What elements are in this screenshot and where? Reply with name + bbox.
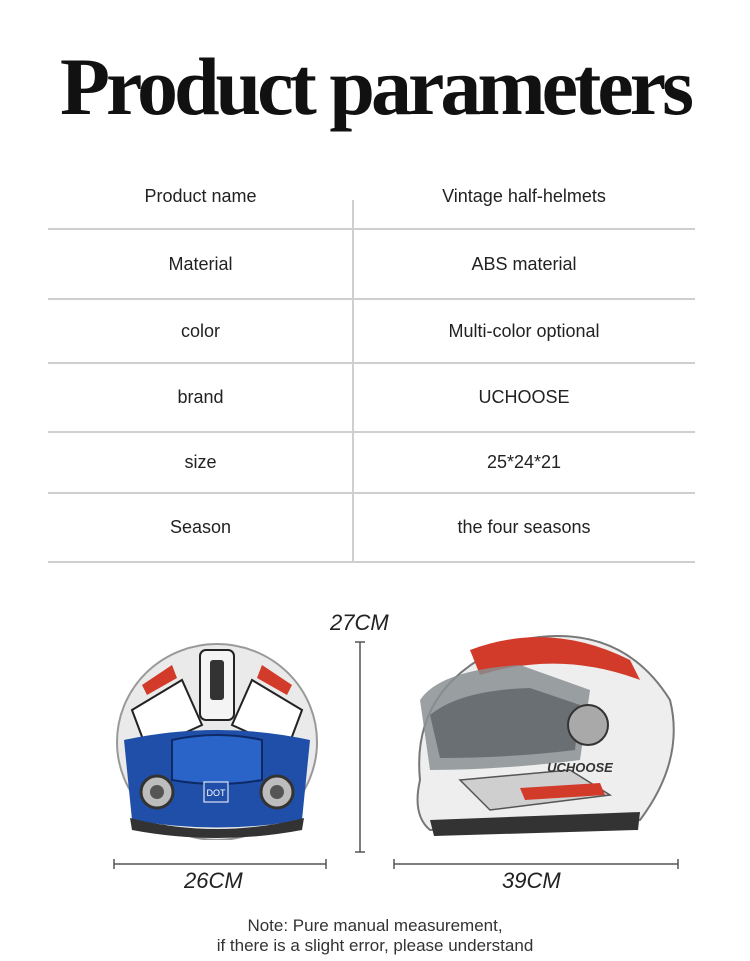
row-label: Product name [144, 185, 257, 206]
row-value: ABS material [471, 253, 577, 274]
table-row [48, 433, 695, 494]
row-value: the four seasons [457, 517, 591, 537]
width-dimension-label: 26CM [184, 868, 243, 893]
brand-mark: UCHOOSE [547, 760, 613, 775]
row-value: Vintage half-helmets [442, 185, 606, 206]
row-label: size [184, 452, 217, 472]
parameters-table [48, 160, 695, 563]
table-row [48, 364, 695, 433]
table-row [48, 300, 695, 364]
table-row [48, 230, 695, 300]
row-value: 25*24*21 [486, 452, 562, 472]
row-label: Season [169, 517, 232, 537]
note-line-2: if there is a slight error, please understand [216, 936, 534, 955]
table-row [48, 494, 695, 563]
row-label: brand [177, 387, 224, 407]
dot-mark: DOT [206, 788, 226, 798]
table-row [48, 160, 695, 230]
height-dimension-label: 27CM [330, 610, 389, 635]
row-value: UCHOOSE [478, 387, 570, 407]
row-value: Multi-color optional [448, 320, 600, 341]
page-title: Product parameters [59, 41, 691, 132]
measurement-note [0, 916, 750, 956]
row-label: color [180, 320, 220, 341]
helmet-illustration-area [0, 600, 750, 900]
helmet-rear-view [112, 630, 322, 840]
note-line-1: Note: Pure manual measurement, [247, 916, 503, 935]
helmet-side-view [400, 620, 690, 840]
row-label: Material [168, 253, 233, 274]
height-dimension-line [350, 640, 370, 860]
length-dimension-label: 39CM [502, 868, 561, 893]
